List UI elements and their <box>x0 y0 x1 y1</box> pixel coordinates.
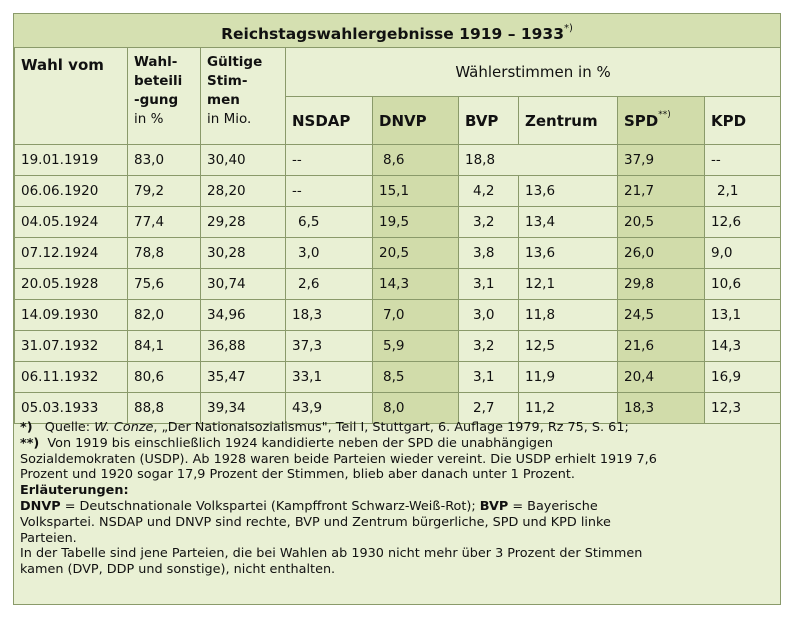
cell-turnout: 80,6 <box>128 362 201 393</box>
footnote-usdp-marker: **) <box>20 435 40 451</box>
cell-valid: 29,28 <box>201 207 286 238</box>
header-party-spd <box>618 97 705 145</box>
cell-valid: 30,74 <box>201 269 286 300</box>
cell-spd: 20,4 <box>618 362 705 393</box>
cell-nsdap: 2,6 <box>286 269 373 300</box>
header-valid-votes <box>201 48 286 145</box>
cell-dnvp: 20,5 <box>373 238 459 269</box>
cell-date: 14.09.1930 <box>15 300 128 331</box>
cell-zentrum: 11,8 <box>519 300 618 331</box>
table-row <box>15 176 781 207</box>
cell-valid: 34,96 <box>201 300 286 331</box>
cell-dnvp: 8,0 <box>373 393 459 424</box>
cell-nsdap: 33,1 <box>286 362 373 393</box>
cell-bvp-zentrum: 18,8 <box>459 145 618 176</box>
cell-bvp: 3,1 <box>459 269 519 300</box>
cell-spd: 37,9 <box>618 145 705 176</box>
explanations-line1 <box>20 499 774 515</box>
explanations-heading <box>20 483 774 499</box>
cell-bvp: 4,2 <box>459 176 519 207</box>
cell-turnout: 79,2 <box>128 176 201 207</box>
cell-dnvp: 7,0 <box>373 300 459 331</box>
cell-spd: 18,3 <box>618 393 705 424</box>
footnote-source-text: , „Der Nationalsozialismus", Teil I, Stuttgart, 6. Auflage 1979, Rz 75, S. 61; <box>153 420 629 435</box>
cell-nsdap: 6,5 <box>286 207 373 238</box>
header-party-spd-label: SPD <box>624 111 659 130</box>
footnote-usdp-line3: Prozent und 1920 sogar 17,9 Prozent der Stimmen, blieb aber danach unter 1 Prozent. <box>20 467 575 483</box>
footnote-source <box>20 420 774 436</box>
cell-date: 19.01.1919 <box>15 145 128 176</box>
cell-dnvp: 8,5 <box>373 362 459 393</box>
cell-spd: 24,5 <box>618 300 705 331</box>
cell-valid: 30,40 <box>201 145 286 176</box>
bvp-abbreviation: BVP <box>479 498 509 514</box>
cell-bvp: 3,2 <box>459 207 519 238</box>
cell-dnvp: 5,9 <box>373 331 459 362</box>
cell-kpd: 10,6 <box>705 269 781 300</box>
cell-zentrum: 11,9 <box>519 362 618 393</box>
cell-bvp: 3,0 <box>459 300 519 331</box>
table-row <box>15 362 781 393</box>
cell-spd: 21,7 <box>618 176 705 207</box>
cell-date: 04.05.1924 <box>15 207 128 238</box>
results-table <box>14 47 781 424</box>
footnote-source-marker: *) <box>20 420 33 435</box>
cell-turnout: 88,8 <box>128 393 201 424</box>
table-row <box>15 331 781 362</box>
header-valid-line2: Stim- <box>207 73 248 89</box>
footnote-usdp-text1: Von 1919 bis einschließlich 1924 kandidierte neben der SPD die unabhängigen <box>47 435 554 451</box>
cell-zentrum: 13,6 <box>519 238 618 269</box>
cell-turnout: 82,0 <box>128 300 201 331</box>
explanations-line4: In der Tabelle sind jene Parteien, die bei Wahlen ab 1930 nicht mehr über 3 Prozent der Stimmen <box>20 546 643 562</box>
cell-valid: 36,88 <box>201 331 286 362</box>
cell-valid: 39,34 <box>201 393 286 424</box>
cell-kpd: 2,1 <box>705 176 781 207</box>
cell-valid: 35,47 <box>201 362 286 393</box>
cell-nsdap: -- <box>286 145 373 176</box>
cell-nsdap: 43,9 <box>286 393 373 424</box>
cell-kpd: 9,0 <box>705 238 781 269</box>
explanations-line5: kamen (DVP, DDP und sonstige), nicht enthalten. <box>20 562 336 578</box>
cell-spd: 20,5 <box>618 207 705 238</box>
table-row <box>15 207 781 238</box>
cell-dnvp: 8,6 <box>373 145 459 176</box>
title-text: Reichstagswahlergebnisse 1919 – 1933 <box>221 25 564 44</box>
cell-spd: 21,6 <box>618 331 705 362</box>
cell-dnvp: 19,5 <box>373 207 459 238</box>
table-row <box>15 145 781 176</box>
cell-bvp: 2,7 <box>459 393 519 424</box>
cell-date: 07.12.1924 <box>15 238 128 269</box>
table-row <box>15 238 781 269</box>
cell-kpd: 13,1 <box>705 300 781 331</box>
header-turnout-unit: in % <box>134 111 164 127</box>
header-valid-unit: in Mio. <box>207 111 252 127</box>
cell-spd: 29,8 <box>618 269 705 300</box>
cell-dnvp: 14,3 <box>373 269 459 300</box>
cell-turnout: 75,6 <box>128 269 201 300</box>
cell-turnout: 78,8 <box>128 238 201 269</box>
dnvp-definition: = Deutschnationale Volkspartei (Kampffront Schwarz-Weiß-Rot); <box>60 498 480 514</box>
table-title <box>14 14 780 47</box>
header-party-dnvp: DNVP <box>373 97 459 145</box>
cell-zentrum: 12,5 <box>519 331 618 362</box>
explanations-line2: Volkspartei. NSDAP und DNVP sind rechte, BVP und Zentrum bürgerliche, SPD und KPD linke <box>20 514 611 530</box>
explanations-heading-text: Erläuterungen: <box>20 483 129 499</box>
footnote-source-prefix: Quelle: <box>44 420 95 435</box>
cell-spd: 26,0 <box>618 238 705 269</box>
cell-nsdap: -- <box>286 176 373 207</box>
cell-kpd: 14,3 <box>705 331 781 362</box>
bvp-definition: = Bayerische <box>508 498 598 514</box>
footnotes <box>20 420 774 578</box>
header-party-bvp: BVP <box>459 97 519 145</box>
cell-zentrum: 11,2 <box>519 393 618 424</box>
cell-date: 31.07.1932 <box>15 331 128 362</box>
header-party-kpd: KPD <box>705 97 781 145</box>
election-results-panel <box>13 13 781 605</box>
cell-turnout: 84,1 <box>128 331 201 362</box>
header-turnout-line3: -gung <box>134 92 179 108</box>
table-row <box>15 393 781 424</box>
header-turnout-line1: Wahl- <box>134 54 178 70</box>
header-turnout <box>128 48 201 145</box>
dnvp-abbreviation: DNVP <box>20 498 61 514</box>
header-party-nsdap: NSDAP <box>286 97 373 145</box>
spd-footnote-marker: **) <box>658 109 671 120</box>
cell-dnvp: 15,1 <box>373 176 459 207</box>
cell-valid: 30,28 <box>201 238 286 269</box>
cell-date: 20.05.1928 <box>15 269 128 300</box>
header-turnout-line2: beteili <box>134 73 183 89</box>
table-row <box>15 269 781 300</box>
footnote-usdp-line1 <box>20 436 774 452</box>
cell-zentrum: 13,4 <box>519 207 618 238</box>
cell-bvp: 3,8 <box>459 238 519 269</box>
cell-date: 06.11.1932 <box>15 362 128 393</box>
cell-nsdap: 3,0 <box>286 238 373 269</box>
header-valid-line3: men <box>207 92 240 108</box>
cell-zentrum: 12,1 <box>519 269 618 300</box>
cell-zentrum: 13,6 <box>519 176 618 207</box>
cell-turnout: 83,0 <box>128 145 201 176</box>
cell-kpd: 12,6 <box>705 207 781 238</box>
cell-bvp: 3,2 <box>459 331 519 362</box>
title-footnote-marker: *) <box>564 23 573 34</box>
header-party-zentrum: Zentrum <box>519 97 618 145</box>
cell-valid: 28,20 <box>201 176 286 207</box>
footnote-usdp-line2: Sozialdemokraten (USDP). Ab 1928 waren beide Parteien wieder vereint. Die USDP erhielt 1919 7,6 <box>20 451 657 467</box>
cell-kpd: -- <box>705 145 781 176</box>
cell-bvp: 3,1 <box>459 362 519 393</box>
cell-nsdap: 37,3 <box>286 331 373 362</box>
header-vote-share-group: Wählerstimmen in % <box>286 48 781 97</box>
cell-kpd: 16,9 <box>705 362 781 393</box>
header-valid-line1: Gültige <box>207 54 263 70</box>
explanations-line3: Parteien. <box>20 530 77 546</box>
cell-nsdap: 18,3 <box>286 300 373 331</box>
cell-kpd: 12,3 <box>705 393 781 424</box>
cell-date: 05.03.1933 <box>15 393 128 424</box>
cell-date: 06.06.1920 <box>15 176 128 207</box>
footnote-source-author: W. Conze <box>94 420 154 435</box>
table-row <box>15 300 781 331</box>
cell-turnout: 77,4 <box>128 207 201 238</box>
header-date: Wahl vom <box>15 48 128 145</box>
